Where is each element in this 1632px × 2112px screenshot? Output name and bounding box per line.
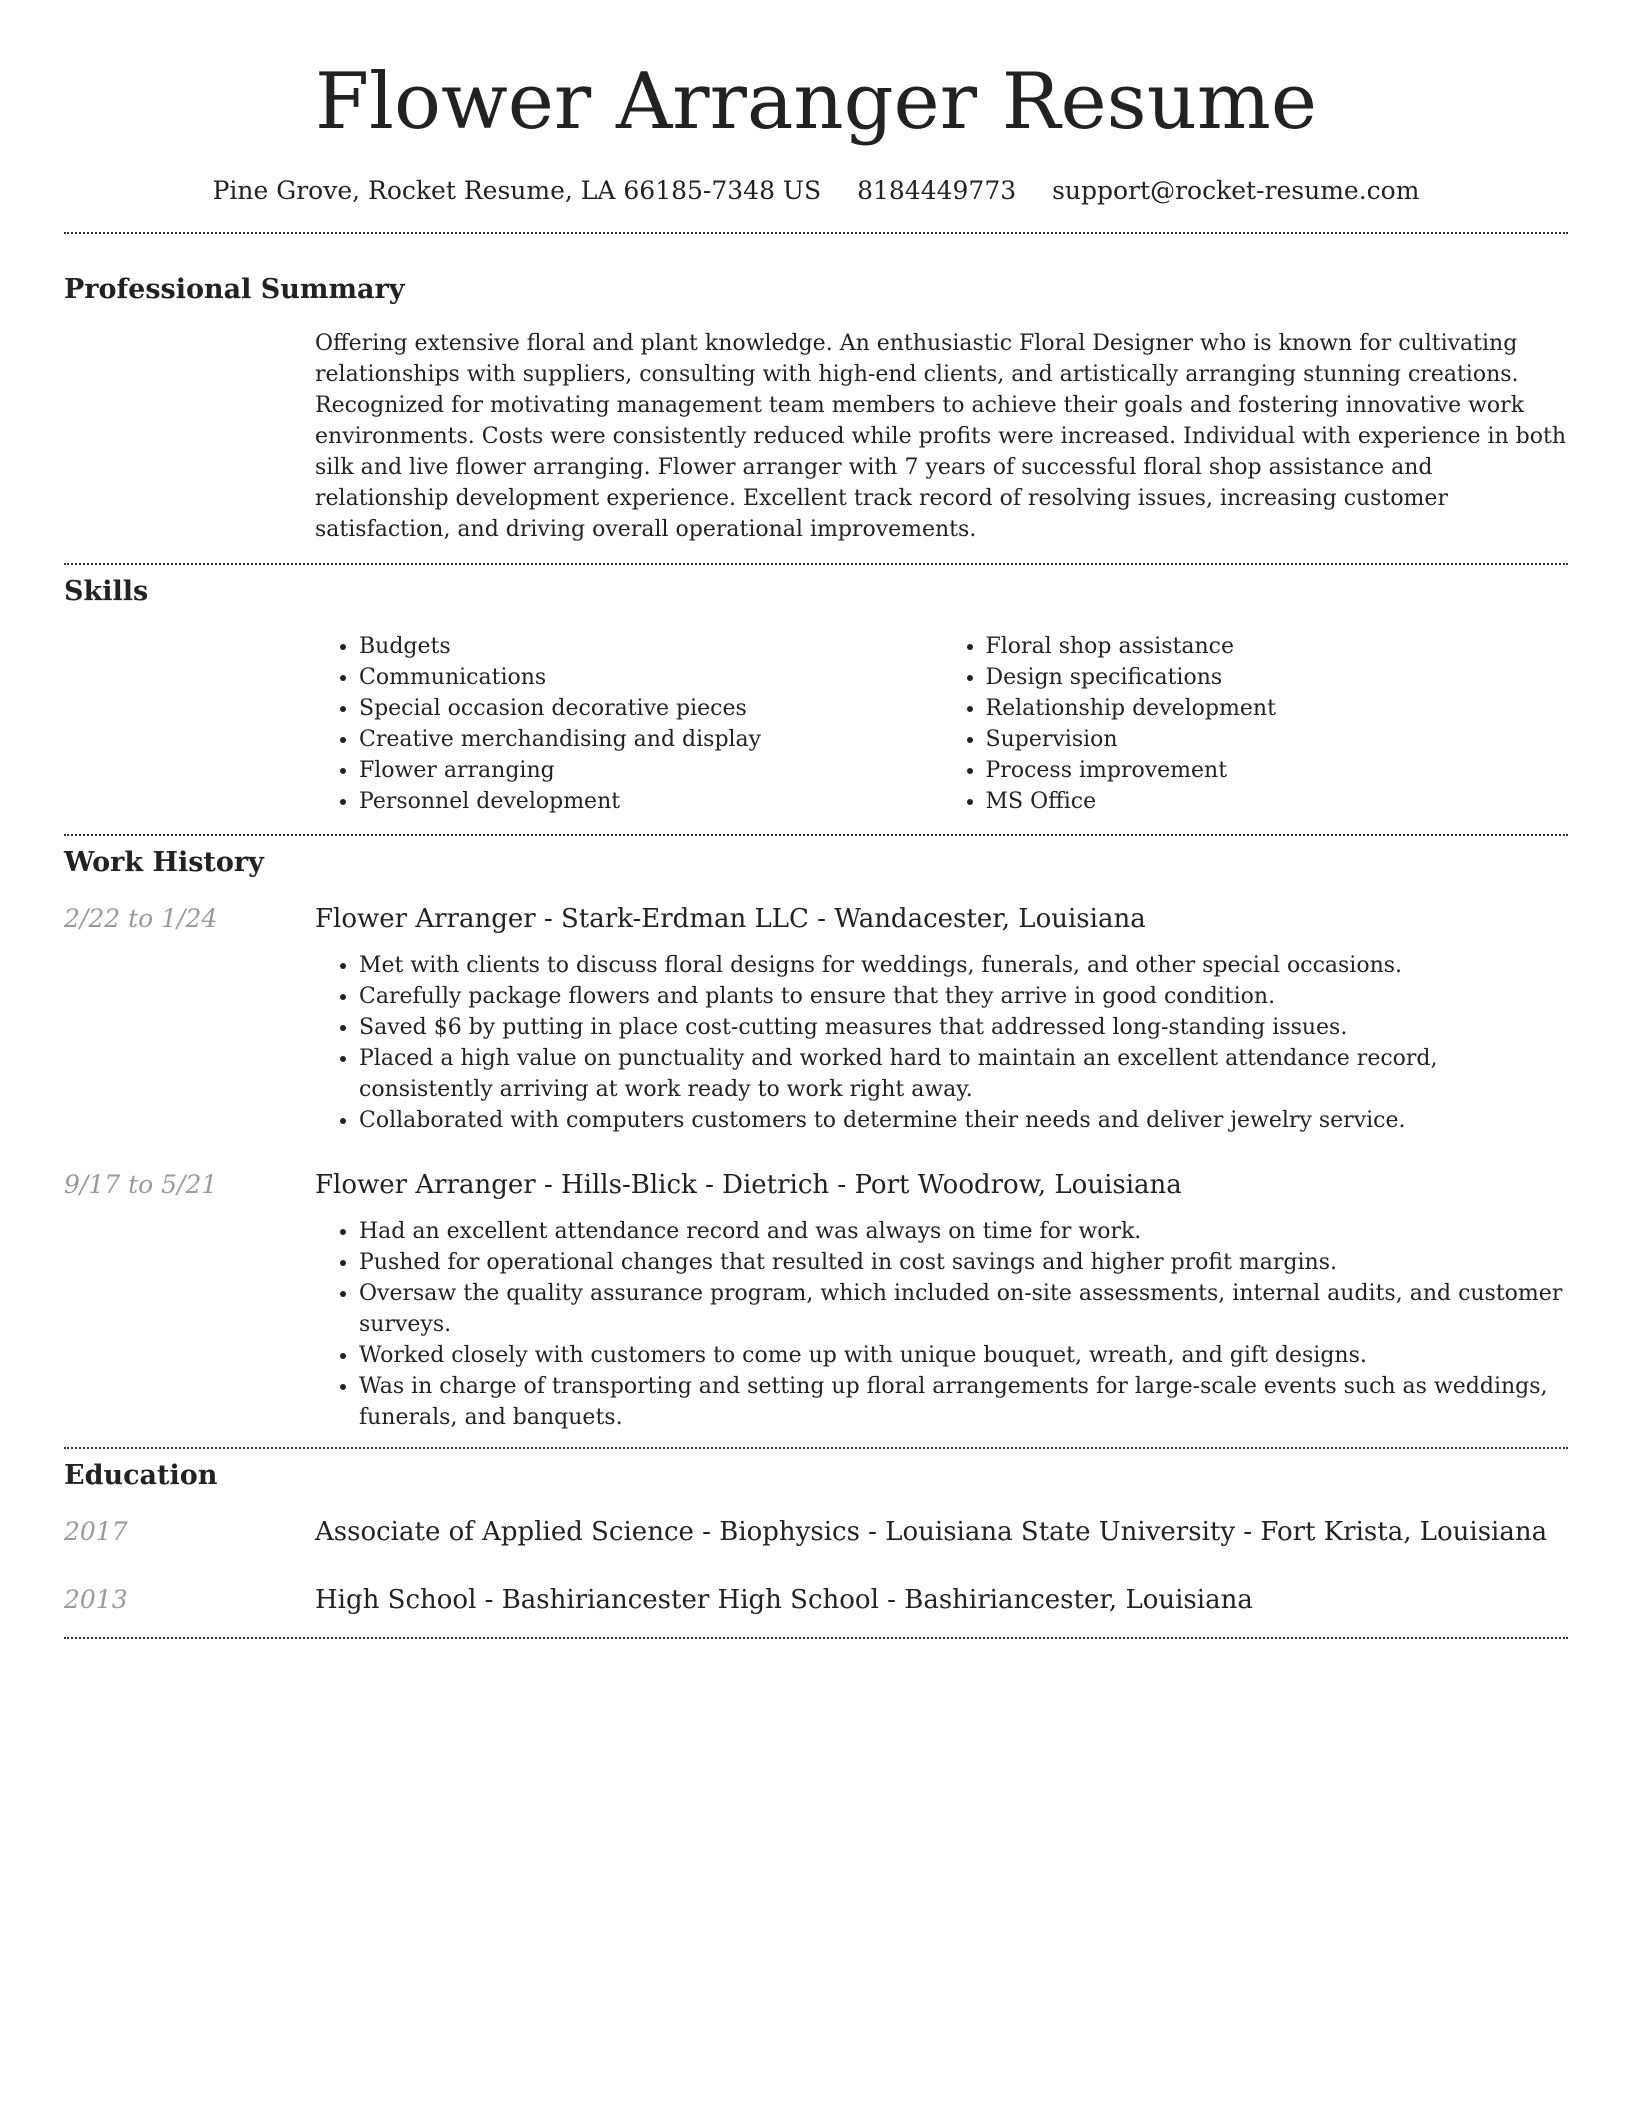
education-detail: Associate of Applied Science - Biophysics - Louisiana State University - Fort Krista, Louisiana	[315, 1517, 1548, 1547]
skill-item: • Communications	[359, 662, 942, 693]
skill-item: • Special occasion decorative pieces	[359, 693, 942, 724]
skills-right-column	[942, 631, 1569, 817]
job-bullet: • Oversaw the quality assurance program, which included on-site assessments, internal audits, and customer surveys.	[359, 1278, 1568, 1340]
job-bullet: • Saved $6 by putting in place cost-cutting measures that addressed long-standing issues.	[359, 1012, 1568, 1043]
skill-item: • Flower arranging	[359, 755, 942, 786]
skill-item: • Process improvement	[986, 755, 1569, 786]
resume-page	[64, 0, 1568, 1639]
job-bullet: • Collaborated with computers customers to determine their needs and deliver jewelry service.	[359, 1105, 1568, 1136]
summary-heading: Professional Summary	[64, 274, 405, 305]
job-bullet: • Met with clients to discuss floral designs for weddings, funerals, and other special occasions.	[359, 950, 1568, 981]
job-title: Flower Arranger - Hills-Blick - Dietrich - Port Woodrow, Louisiana	[315, 1170, 1182, 1200]
divider	[64, 1447, 1568, 1449]
job-bullets	[315, 950, 1568, 1136]
job-bullet: • Was in charge of transporting and setting up floral arrangements for large-scale events such as weddings, funerals, and banquets.	[359, 1371, 1568, 1433]
job-header	[64, 1168, 1568, 1202]
skill-item: • Supervision	[986, 724, 1569, 755]
education-year: 2017	[64, 1517, 128, 1546]
job-bullet-list	[315, 950, 1568, 1136]
skill-item: • Design specifications	[986, 662, 1569, 693]
skill-item: • Relationship development	[986, 693, 1569, 724]
contact-line	[64, 174, 1568, 208]
skill-item: • Floral shop assistance	[986, 631, 1569, 662]
skill-item: • Budgets	[359, 631, 942, 662]
job-bullet: • Worked closely with customers to come up with unique bouquet, wreath, and gift designs.	[359, 1340, 1568, 1371]
skills-list	[315, 631, 1568, 817]
divider	[64, 1637, 1568, 1639]
work-heading: Work History	[64, 847, 264, 878]
work-section	[64, 846, 1568, 1433]
job-bullet: • Pushed for operational changes that resulted in cost savings and higher profit margins.	[359, 1247, 1568, 1278]
skills-heading: Skills	[64, 576, 149, 607]
job-bullets	[315, 1216, 1568, 1433]
contact-address: Pine Grove, Rocket Resume, LA 66185-7348 US	[212, 176, 822, 205]
contact-phone: 8184449773	[857, 176, 1017, 205]
resume-title: Flower Arranger Resume	[314, 57, 1318, 147]
education-entry	[64, 1515, 1568, 1549]
education-entry	[64, 1583, 1568, 1617]
divider	[64, 563, 1568, 565]
skill-item: • Creative merchandising and display	[359, 724, 942, 755]
contact-email: support@rocket-resume.com	[1052, 176, 1420, 205]
summary-section	[64, 273, 1568, 545]
divider	[64, 232, 1568, 234]
job-entry	[64, 902, 1568, 1136]
skills-section	[64, 575, 1568, 817]
job-bullet: • Carefully package flowers and plants to ensure that they arrive in good condition.	[359, 981, 1568, 1012]
education-section	[64, 1459, 1568, 1617]
job-bullet: • Had an excellent attendance record and was always on time for work.	[359, 1216, 1568, 1247]
job-bullet: • Placed a high value on punctuality and worked hard to maintain an excellent attendance record, consistently arriving at work ready to work right away.	[359, 1043, 1568, 1105]
skill-item: • Personnel development	[359, 786, 942, 817]
job-entry	[64, 1168, 1568, 1433]
job-dates: 2/22 to 1/24	[64, 904, 218, 933]
education-heading: Education	[64, 1460, 218, 1491]
skill-item: • MS Office	[986, 786, 1569, 817]
job-dates: 9/17 to 5/21	[64, 1170, 218, 1199]
education-detail: High School - Bashiriancester High School - Bashiriancester, Louisiana	[315, 1585, 1253, 1615]
job-header	[64, 902, 1568, 936]
education-year: 2013	[64, 1585, 128, 1614]
skills-left-column	[315, 631, 942, 817]
summary-text: Offering extensive floral and plant knowledge. An enthusiastic Floral Designer who is known for cultivating relationships with suppliers, consulting with high-end clients, and artistically arranging stunning creations. Recognized for motivating management team members to achieve their goals and fostering innovative work environments. Costs were consistently reduced while profits were increased. Individual with experience in both silk and live flower arranging. Flower arranger with 7 years of successful floral shop assistance and relationship development experience. Excellent track record of resolving issues, increasing customer satisfaction, and driving overall operational improvements.	[315, 331, 1567, 542]
job-bullet-list	[315, 1216, 1568, 1433]
divider	[64, 834, 1568, 836]
job-title: Flower Arranger - Stark-Erdman LLC - Wandacester, Louisiana	[315, 904, 1146, 934]
